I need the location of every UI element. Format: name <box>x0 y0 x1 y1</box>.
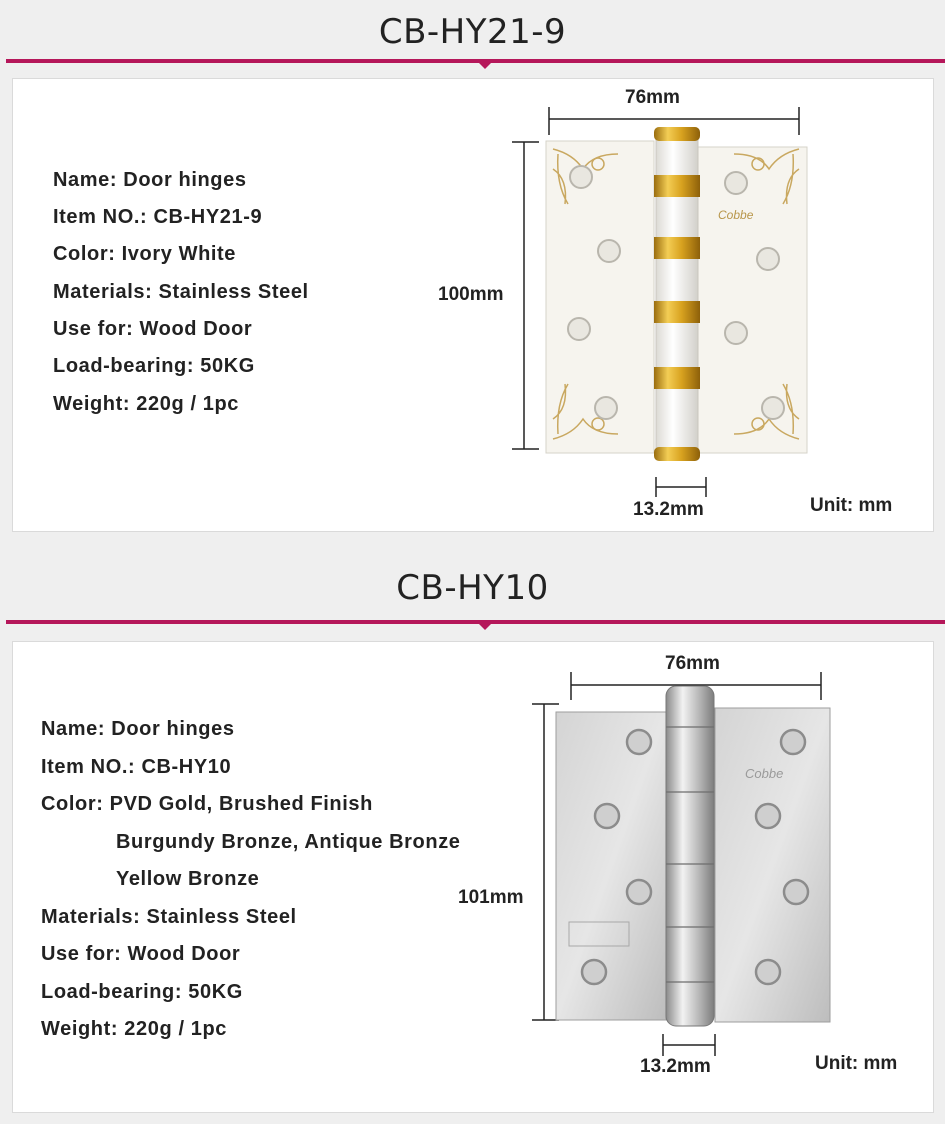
spec-load-bearing: Load-bearing: 50KG <box>41 981 243 1003</box>
spec-name: Name: Door hinges <box>53 169 247 191</box>
section-divider <box>6 620 945 624</box>
hinge-leaf-right <box>697 147 807 453</box>
spec-load-bearing: Load-bearing: 50KG <box>53 355 255 377</box>
spec-color-cont-1: Burgundy Bronze, Antique Bronze <box>116 831 461 853</box>
unit-label: Unit: mm <box>815 1053 898 1074</box>
spec-weight: Weight: 220g / 1pc <box>53 393 240 415</box>
spec-color-cont-2: Yellow Bronze <box>116 868 260 890</box>
spec-color: Color: PVD Gold, Brushed Finish <box>41 793 373 815</box>
section-title-cb-hy10: CB-HY10 <box>396 568 549 608</box>
spec-materials: Materials: Stainless Steel <box>41 906 297 928</box>
section-title-cb-hy21-9: CB-HY21-9 <box>378 12 567 52</box>
spec-use-for: Use for: Wood Door <box>41 943 241 965</box>
unit-label: Unit: mm <box>810 495 893 516</box>
product-panel-cb-hy10 <box>12 641 934 1113</box>
dimension-knuckle-label: 13.2mm <box>633 499 704 520</box>
dimension-width-label: 76mm <box>665 653 720 674</box>
spec-weight: Weight: 220g / 1pc <box>41 1018 228 1040</box>
section-divider <box>6 59 945 63</box>
spec-item-no: Item NO.: CB-HY10 <box>41 756 232 778</box>
spec-item-no: Item NO.: CB-HY21-9 <box>53 206 263 228</box>
dimension-height-label: 100mm <box>438 284 504 305</box>
dimension-width-label: 76mm <box>625 87 680 108</box>
spec-use-for: Use for: Wood Door <box>53 318 253 340</box>
spec-name: Name: Door hinges <box>41 718 235 740</box>
hinge-illustration-ivory <box>13 79 933 531</box>
hinge-leaf-left <box>556 712 666 1020</box>
brand-mark: Cobbe <box>745 766 784 781</box>
hinge-knuckle <box>666 686 714 1026</box>
brand-mark: Cobbe <box>718 208 754 222</box>
spec-materials: Materials: Stainless Steel <box>53 281 309 303</box>
product-panel-cb-hy21-9 <box>12 78 934 532</box>
dimension-height-label: 101mm <box>458 887 524 908</box>
hinge-illustration-steel <box>13 642 933 1112</box>
spec-color: Color: Ivory White <box>53 243 237 265</box>
dimension-knuckle-label: 13.2mm <box>640 1056 711 1077</box>
